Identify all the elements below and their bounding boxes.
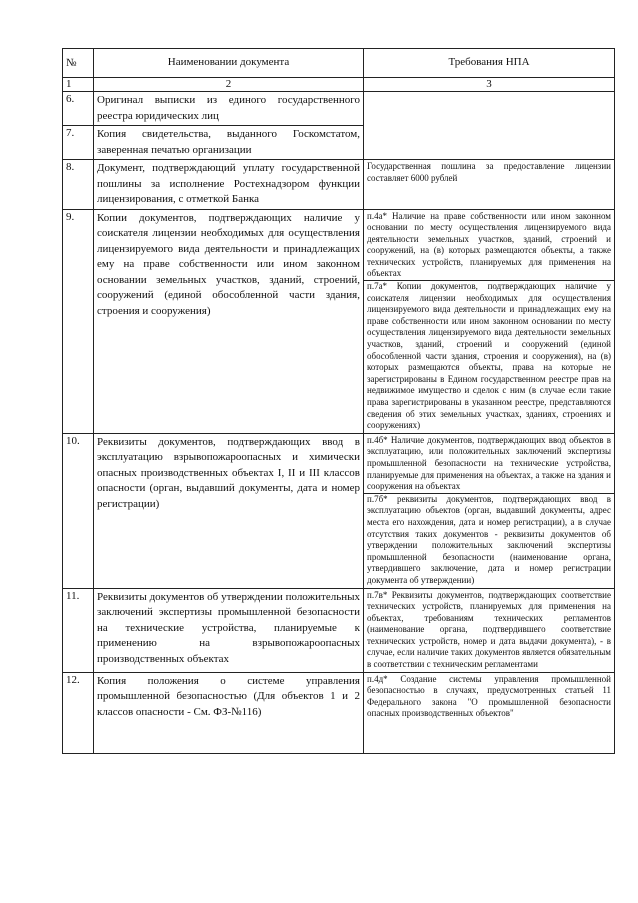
column-numbers-row xyxy=(63,78,615,92)
row-number: 10. xyxy=(63,433,94,588)
requirement-cell xyxy=(364,672,615,753)
row-number: 7. xyxy=(63,126,94,160)
document-cell: Документ, подтверждающий уплату государственной пошлины за исполнение Ростехнадзором функции лицензирования, с отметкой Банка xyxy=(94,160,364,210)
table-row xyxy=(63,433,615,588)
document-cell: Копия положения о системе управления промышленной безопасностью (Для объектов 1 и 2 классов опасности - См. ФЗ-№116) xyxy=(94,672,364,753)
document-cell: Реквизиты документов об утверждении положительных заключений экспертизы промышленной безопасности на технические устройства, планируемые к применению на взрывопожароопасных производственных объектах xyxy=(94,588,364,672)
column-number: 1 xyxy=(63,78,94,92)
row-number: 6. xyxy=(63,92,94,126)
requirement-cell xyxy=(364,209,615,433)
row-number: 11. xyxy=(63,588,94,672)
requirement-text: п.4б* Наличие документов, подтверждающих ввод объектов в эксплуатацию, или положительных заключений экспертизы промышленной безопасности на технические устройства, планируемые для применения на объектах, а также на здания и сооружения на объектах xyxy=(367,434,611,492)
column-number: 2 xyxy=(94,78,364,92)
requirement-cell xyxy=(364,160,615,210)
header-num: № xyxy=(63,49,94,78)
requirement-text: п.7б* реквизиты документов, подтверждающих ввод в эксплуатацию объектов (орган, выдавший документы, адрес места его нахождения, дата и номер регистрации), а в случае отсутствия таких документов - реквизиты документов об утверждении положительных заключений экспертизы промышленной безопасности (наименование органа, утвердившего заключение, дата и номер регистрации документа об утверждении) xyxy=(364,493,614,587)
document-cell: Копия свидетельства, выданного Госкомстатом, заверенная печатью организации xyxy=(94,126,364,160)
requirements-table xyxy=(62,48,615,754)
column-number: 3 xyxy=(364,78,615,92)
requirement-text: п.7в* Реквизиты документов, подтверждающих соответствие технических устройств, планируемых для применения на объектах, требованиям технических регламентов (наименование органа, подтвердившего соответствие технических устройств, номер и дата выдачи документа), - в случае, если наличие таких документов является обязательным в соответствии с техническим регламентами xyxy=(367,589,611,670)
requirement-text: п.7а* Копии документов, подтверждающих наличие у соискателя лицензии необходимых для осуществления лицензируемого вида деятельности и принадлежащих ему на праве собственности или ином законном основании по месту осуществления лицензируемого вида деятельности земельных участков, зданий, строений и сооружений (единой обособленной части здания, строения и сооружения), на (в) которых размещаются объекты, права на которые не зарегистрированы в Едином государственном реестре прав на недвижимое имущество и сделок с ним (в случае если такие права зарегистрированы в указанном реестре, представляются сведения об этих земельных участках, зданиях, строениях и сооружениях) xyxy=(364,280,614,432)
requirement-text: Государственная пошлина за предоставление лицензии составляет 6000 рублей xyxy=(367,161,611,183)
row-number: 9. xyxy=(63,209,94,433)
table-row xyxy=(63,92,615,126)
requirement-text: п.4д* Создание системы управления промышленной безопасностью в случаях, предусмотренных статьей 11 Федерального закона "О промышленной безопасности опасных производственных объектов" xyxy=(367,673,611,719)
table-row xyxy=(63,588,615,672)
document-cell: Копии документов, подтверждающих наличие у соискателя лицензии необходимых для осуществления лицензируемого вида деятельности и принадлежащих ему на праве собственности или ином законном основании земельных участков, зданий, строений, сооружений (единой обособленной части здания, строения и сооружения) xyxy=(94,209,364,433)
document-cell: Оригинал выписки из единого государственного реестра юридических лиц xyxy=(94,92,364,126)
table-row xyxy=(63,209,615,433)
row-number: 12. xyxy=(63,672,94,753)
table-row xyxy=(63,672,615,753)
table-header-row xyxy=(63,49,615,78)
header-requirements: Требования НПА xyxy=(364,49,615,78)
requirement-cell xyxy=(364,433,615,588)
document-cell: Реквизиты документов, подтверждающих ввод в эксплуатацию взрывопожароопасных и химически опасных производственных объектах I, II и III классов опасности (орган, выдавший документы, дата и номер регистрации) xyxy=(94,433,364,588)
table-row xyxy=(63,160,615,210)
row-number: 8. xyxy=(63,160,94,210)
header-document: Наименовании документа xyxy=(94,49,364,78)
requirement-cell xyxy=(364,588,615,672)
requirement-text: п.4а* Наличие на праве собственности или ином законном основании по месту осуществления лицензируемого вида деятельности земельных участков, зданий, строений и сооружений, на (в) которых размещаются объекты, а также технических устройств, планируемых для применения на объектах xyxy=(367,210,611,279)
requirement-cell-empty xyxy=(364,92,615,160)
